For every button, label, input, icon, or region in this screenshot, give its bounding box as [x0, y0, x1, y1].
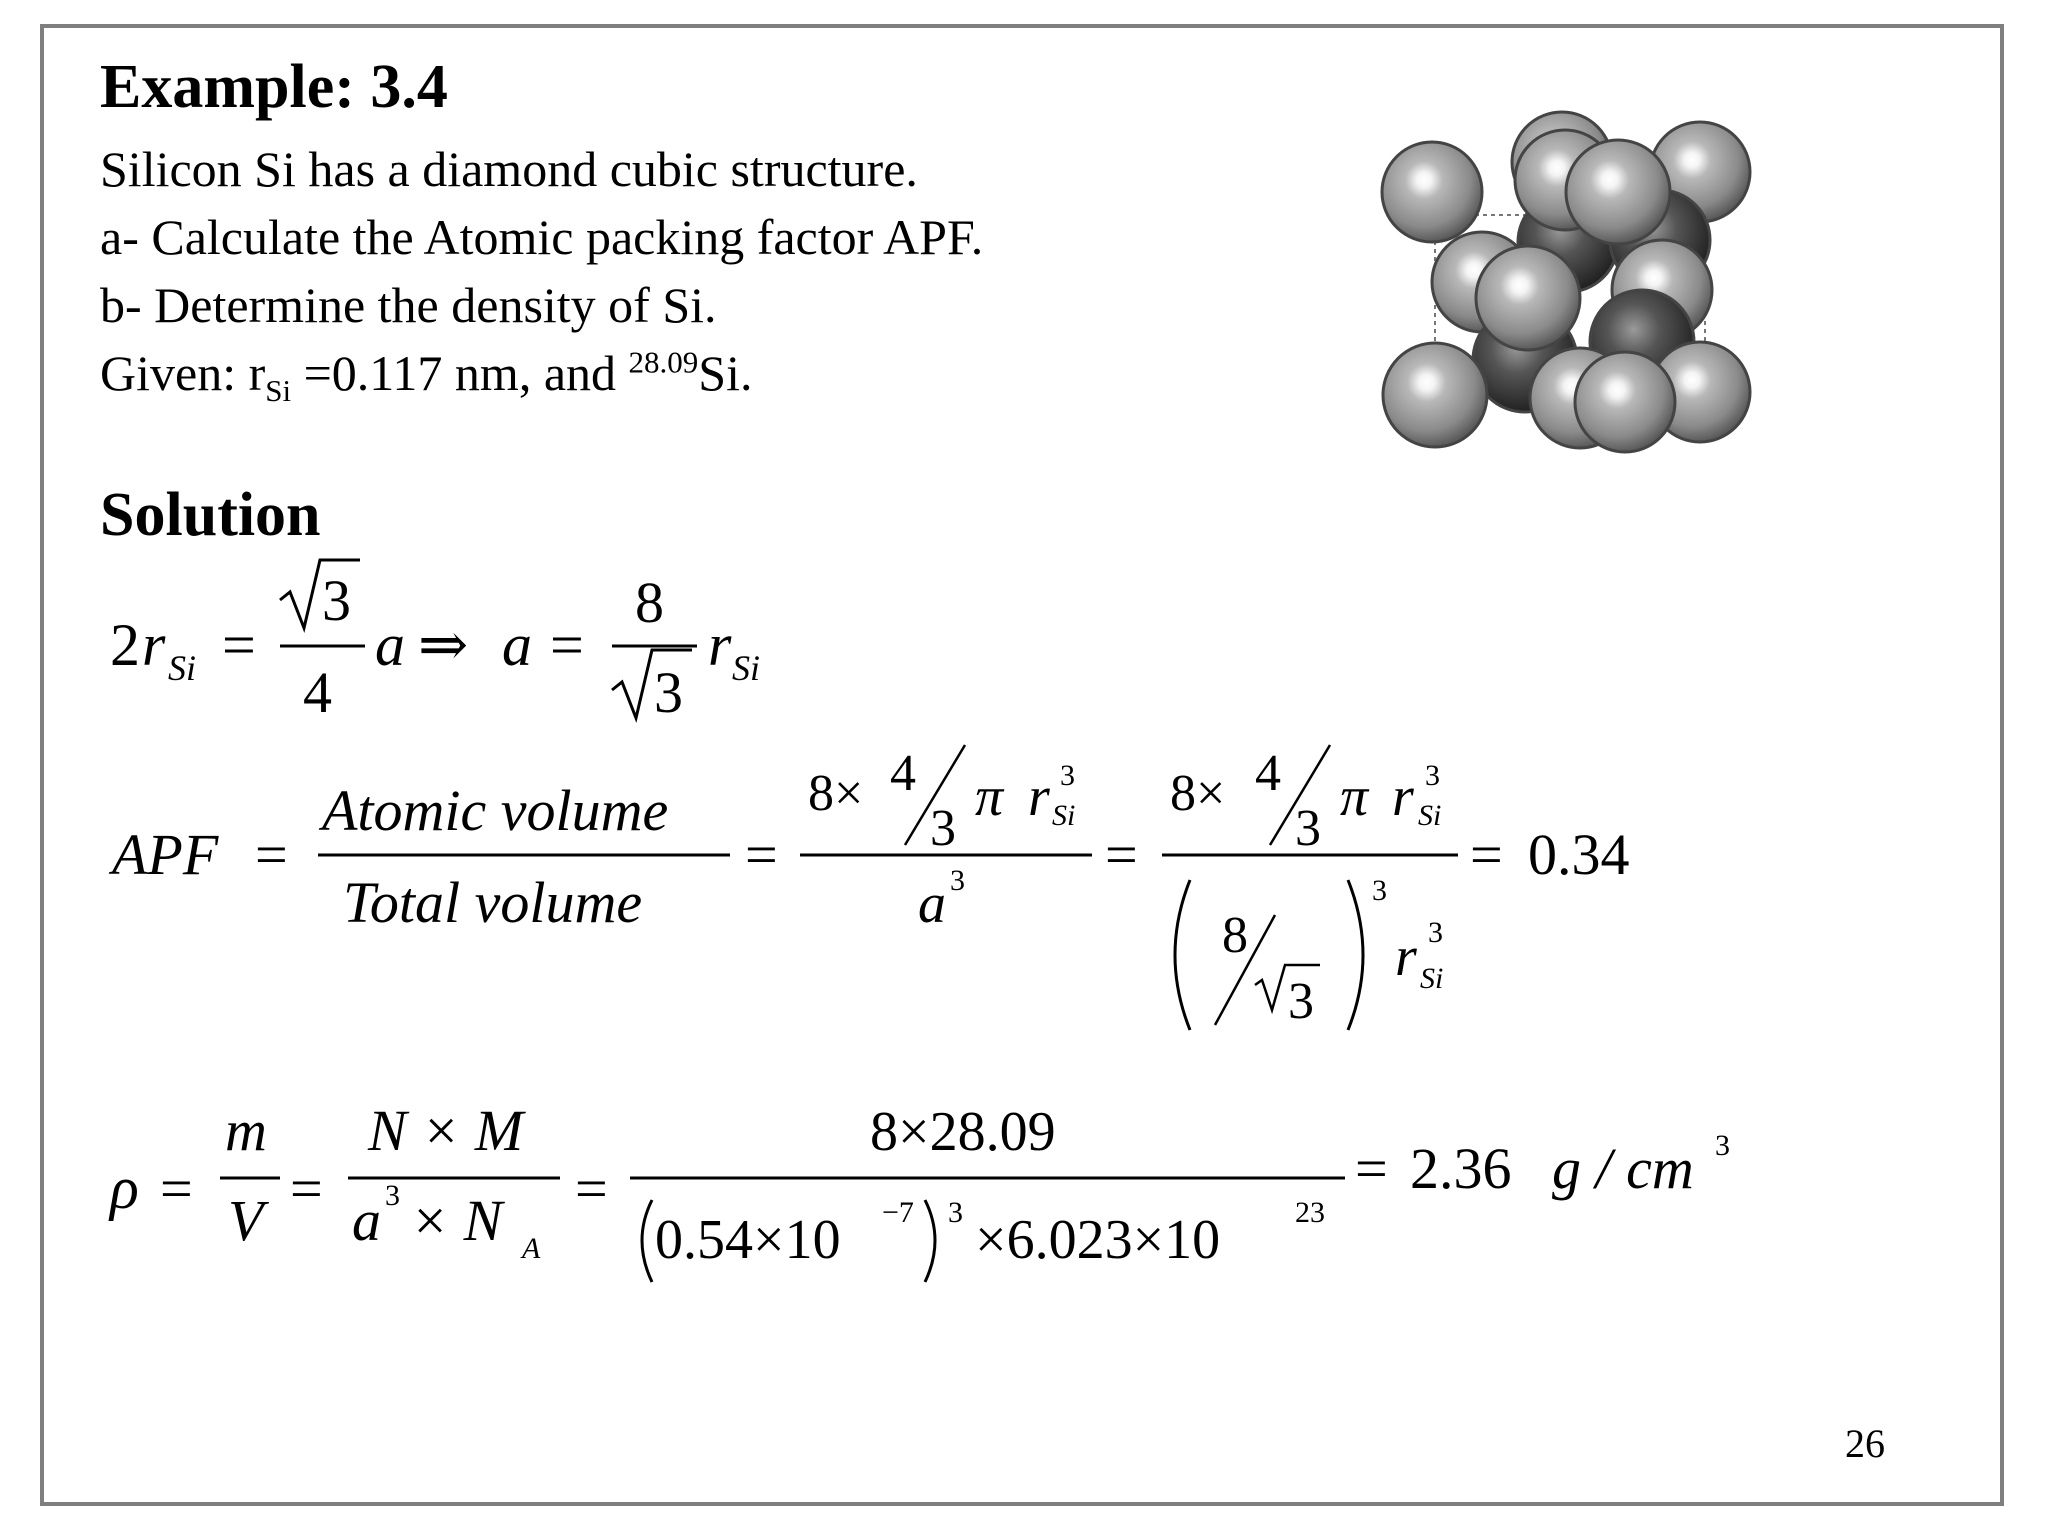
svg-text:Si: Si: [168, 648, 197, 688]
svg-text:0.34: 0.34: [1528, 822, 1630, 887]
svg-text:N × M: N × M: [368, 1098, 524, 1163]
svg-text:Si: Si: [732, 648, 761, 688]
problem-part-b: b- Determine the density of Si.: [100, 277, 717, 333]
equation-radius-lattice: [110, 560, 760, 725]
svg-text:4: 4: [303, 660, 332, 725]
svg-text:r: r: [1392, 766, 1414, 828]
svg-text:3: 3: [322, 568, 351, 633]
svg-text:8×28.09: 8×28.09: [870, 1101, 1056, 1163]
equation-density: [108, 1098, 1730, 1282]
svg-text:r: r: [142, 612, 166, 678]
svg-text:m: m: [225, 1098, 267, 1163]
svg-text:3: 3: [1295, 800, 1321, 857]
svg-text:3: 3: [1372, 874, 1387, 907]
svg-text:Total volume: Total volume: [343, 870, 643, 935]
svg-text:r: r: [1028, 766, 1050, 828]
svg-text:=: =: [255, 822, 288, 887]
svg-text:g / cm: g / cm: [1552, 1136, 1694, 1201]
svg-text:4: 4: [1255, 745, 1281, 802]
svg-text:=: =: [1105, 822, 1138, 887]
svg-text:=: =: [575, 1156, 608, 1221]
svg-text:3: 3: [948, 1196, 963, 1229]
svg-text:Si: Si: [1420, 962, 1444, 995]
svg-text:=: =: [160, 1156, 193, 1221]
slide-title: Example: 3.4: [100, 53, 448, 121]
svg-text:a: a: [375, 612, 405, 678]
svg-text:Si: Si: [1418, 799, 1442, 832]
svg-text:2: 2: [110, 612, 140, 678]
svg-text:−7: −7: [882, 1196, 914, 1229]
svg-text:r: r: [708, 612, 732, 678]
svg-text:× N: × N: [410, 1188, 503, 1253]
equation-apf: [108, 745, 1630, 1030]
problem-intro: Silicon Si has a diamond cubic structure.: [100, 141, 918, 197]
svg-text:23: 23: [1295, 1196, 1325, 1229]
svg-text:r: r: [1395, 926, 1417, 988]
svg-text:=: =: [1470, 822, 1503, 887]
problem-given: Given: $r_{Si} =0.117$ nm, and $^{28.09}$Si.: [100, 344, 753, 408]
svg-text:3: 3: [1288, 973, 1314, 1030]
svg-text:a: a: [918, 873, 946, 935]
svg-text:3: 3: [1428, 916, 1443, 949]
svg-text:Si: Si: [1052, 799, 1076, 832]
problem-part-a: a- Calculate the Atomic packing factor APF.: [100, 209, 984, 265]
svg-text:a: a: [502, 612, 532, 678]
svg-text:8×: 8×: [808, 765, 864, 822]
svg-text:×6.023×10: ×6.023×10: [975, 1209, 1221, 1271]
svg-text:a: a: [352, 1188, 381, 1253]
svg-text:8×: 8×: [1170, 765, 1226, 822]
svg-text:3: 3: [385, 1179, 400, 1212]
solution-heading: Solution: [100, 481, 321, 549]
svg-text:0.54×10: 0.54×10: [655, 1209, 841, 1271]
svg-text:3: 3: [1425, 759, 1440, 792]
svg-text:8: 8: [1222, 907, 1248, 964]
svg-text:=: =: [222, 612, 256, 678]
svg-text:3: 3: [930, 800, 956, 857]
svg-text:8: 8: [635, 570, 664, 635]
svg-text:2.36: 2.36: [1410, 1136, 1512, 1201]
svg-text:3: 3: [950, 864, 965, 897]
svg-text:π: π: [1340, 766, 1369, 828]
svg-text:3: 3: [1715, 1129, 1730, 1162]
svg-text:ρ: ρ: [110, 1155, 139, 1221]
svg-text:3: 3: [1060, 759, 1075, 792]
svg-text:=: =: [550, 612, 584, 678]
page-number: 26: [1845, 1421, 1885, 1466]
svg-text:=: =: [745, 822, 778, 887]
svg-text:=: =: [1355, 1136, 1388, 1201]
svg-text:4: 4: [890, 745, 916, 802]
svg-text:3: 3: [654, 660, 683, 725]
svg-text:π: π: [975, 766, 1004, 828]
svg-text:APF: APF: [112, 822, 219, 887]
svg-text:=: =: [290, 1156, 323, 1221]
svg-text:V: V: [228, 1188, 264, 1253]
svg-text:⇒: ⇒: [418, 612, 469, 678]
svg-text:A: A: [522, 1232, 541, 1265]
svg-text:Atomic volume: Atomic volume: [322, 778, 669, 843]
